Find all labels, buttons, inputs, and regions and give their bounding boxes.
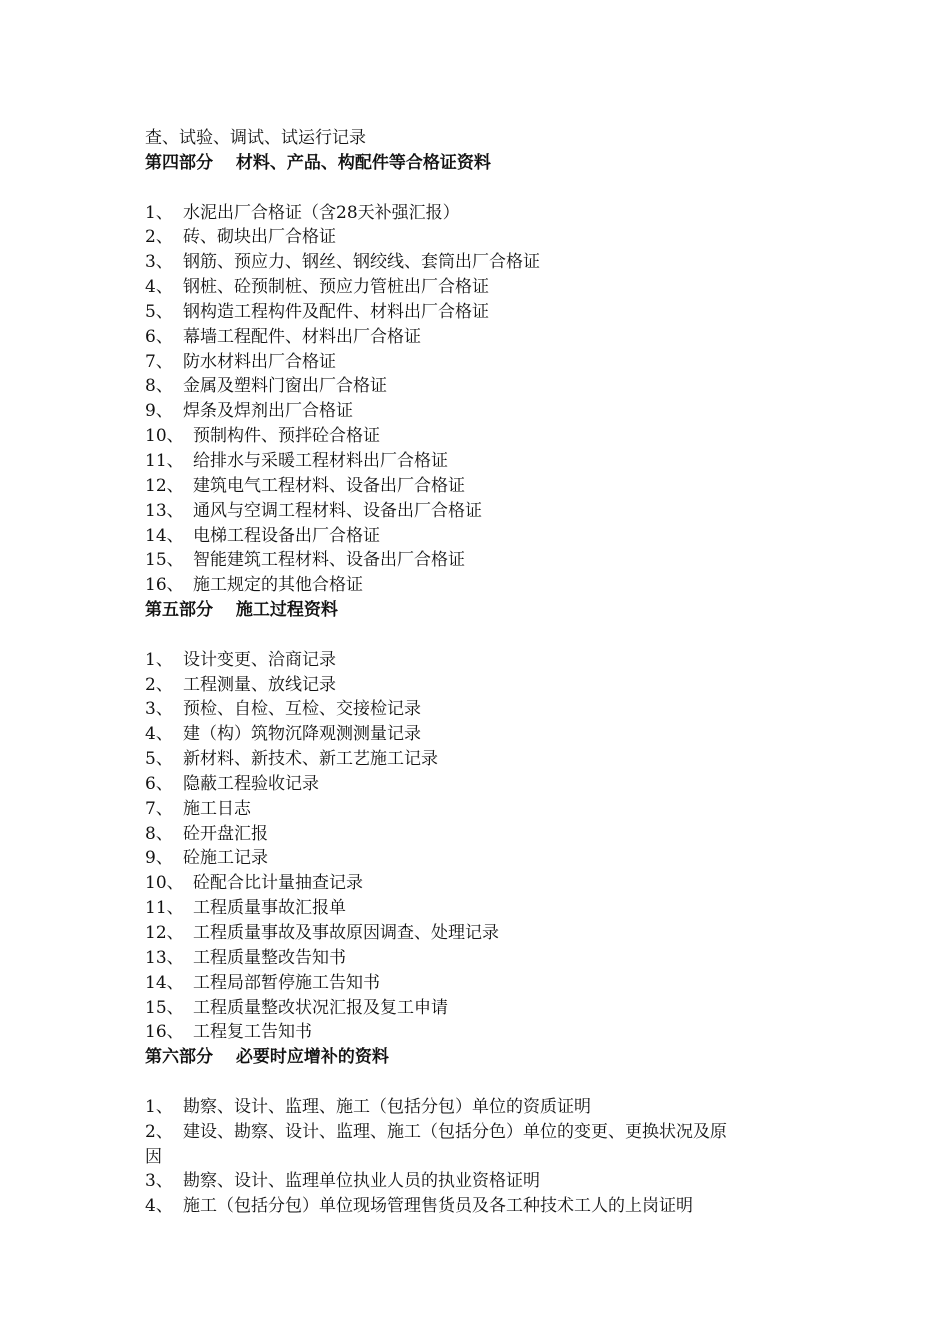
- list-item-number: 8、: [145, 823, 173, 844]
- list-item-text: 预制构件、预拌砼合格证: [193, 426, 380, 447]
- list-item: [145, 697, 845, 722]
- list-item: [145, 474, 845, 499]
- list-item-number: 1、: [145, 202, 173, 223]
- list-item-text: 工程质量整改状况汇报及复工申请: [193, 997, 448, 1018]
- list-item-text: 工程局部暂停施工告知书: [193, 972, 380, 993]
- list-item-number: 10、: [145, 426, 184, 447]
- list-item-number: 3、: [145, 252, 173, 273]
- list-item-number: 6、: [145, 326, 173, 347]
- list-item: [145, 399, 845, 424]
- list-item-number: 16、: [145, 575, 184, 596]
- list-item-number: 5、: [145, 749, 173, 770]
- list-item-number: 11、: [145, 898, 184, 919]
- list-item-number: 14、: [145, 525, 184, 546]
- list-item: [145, 747, 845, 772]
- list-item-text: 预检、自检、互检、交接检记录: [183, 699, 421, 720]
- list-item-text: 勘察、设计、监理单位执业人员的执业资格证明: [183, 1171, 540, 1192]
- list-item: [145, 772, 845, 797]
- list-item-number: 16、: [145, 1022, 184, 1043]
- list-item-text: 钢筋、预应力、钢丝、钢绞线、套筒出厂合格证: [183, 252, 540, 273]
- list-item-text: 建（构）筑物沉降观测测量记录: [183, 724, 421, 745]
- list-item: [145, 250, 845, 275]
- list-item-text: 钢桩、砼预制桩、预应力管桩出厂合格证: [183, 277, 489, 298]
- list-item-number: 15、: [145, 997, 184, 1018]
- list-item-continuation: 因: [145, 1146, 162, 1167]
- list-item: [145, 921, 845, 946]
- list-item: [145, 722, 845, 747]
- list-item: [145, 871, 845, 896]
- list-item-number: 14、: [145, 972, 184, 993]
- list-item-text: 勘察、设计、监理、施工（包括分包）单位的资质证明: [183, 1096, 591, 1117]
- section-heading: 第五部分 施工过程资料: [145, 600, 338, 621]
- list-item-text: 工程质量事故汇报单: [193, 898, 346, 919]
- list-item-text: 砼开盘汇报: [183, 823, 268, 844]
- list-item-text: 防水材料出厂合格证: [183, 351, 336, 372]
- list-item-text: 金属及塑料门窗出厂合格证: [183, 376, 387, 397]
- list-item-number: 5、: [145, 301, 173, 322]
- list-item-number: 15、: [145, 550, 184, 571]
- list-item-number: 1、: [145, 649, 173, 670]
- list-item-text: 砖、砌块出厂合格证: [183, 227, 336, 248]
- list-item-number: 6、: [145, 773, 173, 794]
- list-item-text: 工程测量、放线记录: [183, 674, 336, 695]
- list-item: [145, 896, 845, 921]
- list-item-number: 13、: [145, 947, 184, 968]
- list-item-text: 砼配合比计量抽查记录: [193, 873, 363, 894]
- list-item-text: 施工日志: [183, 798, 251, 819]
- list-item: [145, 797, 845, 822]
- list-item-text: 幕墙工程配件、材料出厂合格证: [183, 326, 421, 347]
- section-heading: 第六部分 必要时应增补的资料: [145, 1047, 389, 1068]
- list-item: [145, 275, 845, 300]
- list-item-text: 施工（包括分包）单位现场管理售货员及各工种技术工人的上岗证明: [183, 1196, 693, 1217]
- list-item-number: 10、: [145, 873, 184, 894]
- list-item: [145, 201, 845, 226]
- list-item-text: 水泥出厂合格证（含28天补强汇报）: [183, 202, 460, 223]
- list-item-number: 2、: [145, 227, 173, 248]
- list-item-text: 隐蔽工程验收记录: [183, 773, 319, 794]
- list-item-number: 8、: [145, 376, 173, 397]
- list-item: [145, 971, 845, 996]
- blank-line: [145, 176, 845, 201]
- list-item-number: 3、: [145, 1171, 173, 1192]
- list-item: [145, 996, 845, 1021]
- document-body: [145, 126, 845, 1219]
- list-item-number: 2、: [145, 1121, 173, 1142]
- list-item-text: 焊条及焊剂出厂合格证: [183, 401, 353, 422]
- list-item-text: 给排水与采暖工程材料出厂合格证: [193, 450, 448, 471]
- list-item: [145, 946, 845, 971]
- list-item: [145, 648, 845, 673]
- list-item-number: 2、: [145, 674, 173, 695]
- list-item: [145, 374, 845, 399]
- list-item: [145, 822, 845, 847]
- list-item-text: 建筑电气工程材料、设备出厂合格证: [193, 475, 465, 496]
- list-item: [145, 1120, 845, 1145]
- list-item-text: 建设、勘察、设计、监理、施工（包括分色）单位的变更、更换状况及原: [183, 1121, 727, 1142]
- section-heading: 第四部分 材料、产品、构配件等合格证资料: [145, 152, 491, 173]
- list-item-number: 3、: [145, 699, 173, 720]
- list-item-number: 4、: [145, 277, 173, 298]
- list-item: [145, 1169, 845, 1194]
- list-item: [145, 673, 845, 698]
- sections-container: [145, 151, 845, 1219]
- blank-line: [145, 1070, 845, 1095]
- list-item: [145, 1194, 845, 1219]
- list-item-number: 4、: [145, 1196, 173, 1217]
- list-item: [145, 300, 845, 325]
- list-item-text: 施工规定的其他合格证: [193, 575, 363, 596]
- list-item-text: 新材料、新技术、新工艺施工记录: [183, 749, 438, 770]
- list-item-text: 砼施工记录: [183, 848, 268, 869]
- list-item: [145, 225, 845, 250]
- list-item-number: 12、: [145, 475, 184, 496]
- list-item: [145, 449, 845, 474]
- blank-line: [145, 623, 845, 648]
- list-item-number: 7、: [145, 798, 173, 819]
- list-item-number: 4、: [145, 724, 173, 745]
- list-item-text: 设计变更、洽商记录: [183, 649, 336, 670]
- list-item-number: 12、: [145, 923, 184, 943]
- list-item: [145, 499, 845, 524]
- list-item: [145, 548, 845, 573]
- list-item-text: 电梯工程设备出厂合格证: [193, 525, 380, 546]
- list-item: [145, 846, 845, 871]
- list-item-number: 13、: [145, 500, 184, 521]
- list-item-text: 工程质量整改告知书: [193, 947, 346, 968]
- list-item-text: 工程复工告知书: [193, 1022, 312, 1043]
- list-item-number: 1、: [145, 1096, 173, 1117]
- list-item: [145, 1020, 845, 1045]
- list-item: [145, 350, 845, 375]
- list-item: [145, 325, 845, 350]
- list-item-text: 钢构造工程构件及配件、材料出厂合格证: [183, 301, 489, 322]
- list-item: [145, 524, 845, 549]
- list-item-text: 智能建筑工程材料、设备出厂合格证: [193, 550, 465, 571]
- list-item: [145, 1095, 845, 1120]
- list-item-number: 7、: [145, 351, 173, 372]
- list-item: [145, 573, 845, 598]
- list-item-text: 通风与空调工程材料、设备出厂合格证: [193, 500, 482, 521]
- list-item-number: 11、: [145, 450, 184, 471]
- list-item-number: 9、: [145, 401, 173, 422]
- list-item-number: 9、: [145, 848, 173, 869]
- list-item-text: 工程质量事故及事故原因调查、处理记录: [193, 923, 499, 943]
- list-item: [145, 424, 845, 449]
- intro-line: 查、试验、调试、试运行记录: [145, 128, 366, 148]
